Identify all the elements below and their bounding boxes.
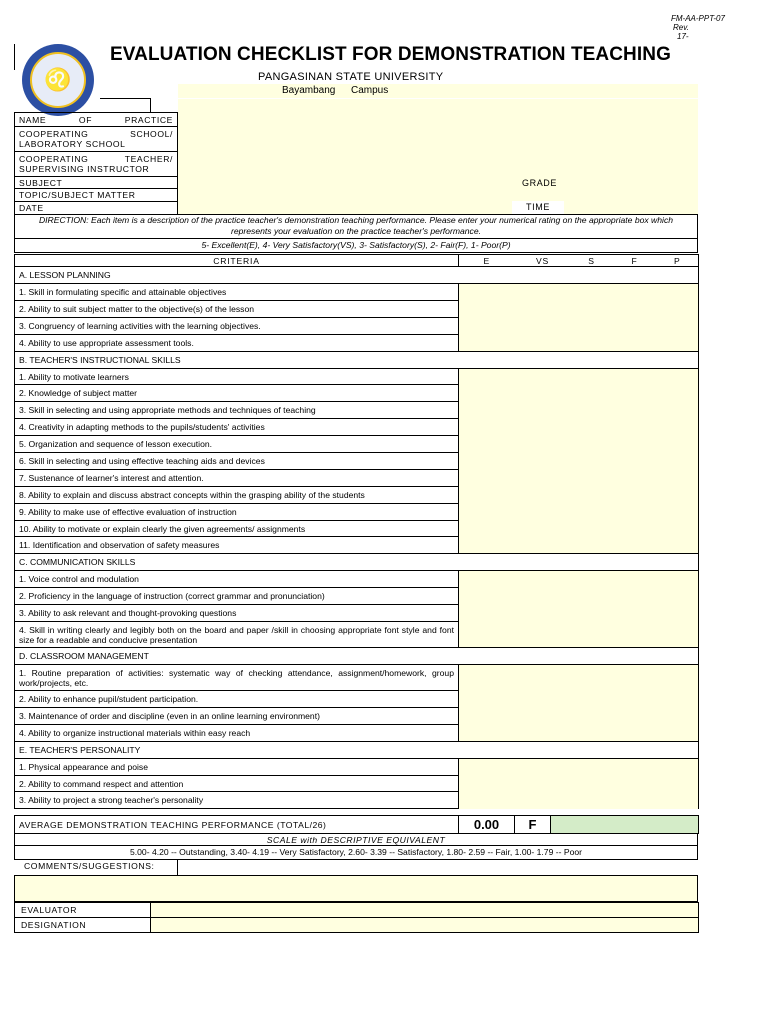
label-grade: GRADE xyxy=(522,178,558,188)
rating-cell-f[interactable] xyxy=(613,486,657,503)
criteria-item: 3. Skill in selecting and using appropriate methods and techniques of teaching xyxy=(15,402,459,419)
rating-cell-p[interactable] xyxy=(657,469,699,486)
rating-cell-e[interactable] xyxy=(459,368,515,385)
rating-cell-vs[interactable] xyxy=(515,724,571,741)
criteria-item: 1. Skill in formulating specific and attainable objectives xyxy=(15,284,459,301)
rating-cell-s[interactable] xyxy=(571,300,613,317)
rating-cell-e[interactable] xyxy=(459,317,515,334)
label-cooperating-teacher: COOPERATING TEACHER/ SUPERVISING INSTRUCTOR xyxy=(15,152,178,177)
criteria-row xyxy=(15,385,699,402)
column-vs: VS xyxy=(515,255,571,267)
rating-cell-f[interactable] xyxy=(613,503,657,520)
campus-label: Campus xyxy=(351,85,389,96)
rating-cell-e[interactable] xyxy=(459,469,515,486)
evaluator-table xyxy=(14,902,699,933)
rating-cell-vs[interactable] xyxy=(515,436,571,453)
rating-cell-s[interactable] xyxy=(571,453,613,470)
rating-cell-p[interactable] xyxy=(657,436,699,453)
rating-cell-f[interactable] xyxy=(613,284,657,301)
rating-cell-f[interactable] xyxy=(613,436,657,453)
criteria-item: 7. Sustenance of learner's interest and attention. xyxy=(15,469,459,486)
rating-cell-p[interactable] xyxy=(657,503,699,520)
column-f: F xyxy=(613,255,657,267)
section-title: D. CLASSROOM MANAGEMENT xyxy=(15,648,699,665)
criteria-row xyxy=(15,469,699,486)
rating-cell-e[interactable] xyxy=(459,537,515,554)
rating-cell-p[interactable] xyxy=(657,385,699,402)
criteria-row xyxy=(15,368,699,385)
rating-cell-s[interactable] xyxy=(571,571,613,588)
header-tab xyxy=(100,98,151,113)
criteria-row xyxy=(15,758,699,775)
rating-cell-p[interactable] xyxy=(657,402,699,419)
rating-cell-vs[interactable] xyxy=(515,571,571,588)
criteria-item: 2. Knowledge of subject matter xyxy=(15,385,459,402)
criteria-row xyxy=(15,419,699,436)
rating-cell-vs[interactable] xyxy=(515,300,571,317)
rating-cell-f[interactable] xyxy=(613,775,657,792)
scale-title: SCALE with DESCRIPTIVE EQUIVALENT xyxy=(14,833,698,846)
rating-cell-f[interactable] xyxy=(613,419,657,436)
rating-cell-p[interactable] xyxy=(657,453,699,470)
rating-cell-s[interactable] xyxy=(571,368,613,385)
rating-cell-s[interactable] xyxy=(571,284,613,301)
rating-cell-f[interactable] xyxy=(613,317,657,334)
criteria-row xyxy=(15,775,699,792)
rating-cell-vs[interactable] xyxy=(515,605,571,622)
rating-cell-p[interactable] xyxy=(657,775,699,792)
rating-cell-e[interactable] xyxy=(459,588,515,605)
rating-cell-e[interactable] xyxy=(459,402,515,419)
rating-cell-s[interactable] xyxy=(571,402,613,419)
criteria-row xyxy=(15,284,699,301)
rating-cell-e[interactable] xyxy=(459,622,515,648)
rating-cell-e[interactable] xyxy=(459,792,515,809)
criteria-row xyxy=(15,665,699,691)
rating-cell-vs[interactable] xyxy=(515,317,571,334)
rating-cell-p[interactable] xyxy=(657,334,699,351)
rating-cell-p[interactable] xyxy=(657,284,699,301)
rating-cell-s[interactable] xyxy=(571,758,613,775)
rating-cell-f[interactable] xyxy=(613,707,657,724)
rating-cell-p[interactable] xyxy=(657,691,699,708)
rating-cell-e[interactable] xyxy=(459,419,515,436)
rating-cell-vs[interactable] xyxy=(515,419,571,436)
direction-text: DIRECTION: Each item is a description of the practice teacher's demonstration teaching performance. Please enter your numerical rating on the appropriate box which represents your evaluation on the practice teacher's performance. xyxy=(14,214,698,239)
form-code: FM-AA-PPT-07 Rev. 17- xyxy=(671,14,725,41)
criteria-item: 1. Physical appearance and poise xyxy=(15,758,459,775)
campus-band xyxy=(178,84,698,98)
label-cooperating-school: COOPERATING SCHOOL/ LABORATORY SCHOOL xyxy=(15,127,178,152)
rating-cell-vs[interactable] xyxy=(515,665,571,691)
rating-cell-e[interactable] xyxy=(459,571,515,588)
comments-field[interactable] xyxy=(14,876,698,902)
criteria-item: 9. Ability to make use of effective evaluation of instruction xyxy=(15,503,459,520)
rating-cell-f[interactable] xyxy=(613,665,657,691)
criteria-item: 4. Creativity in adapting methods to the pupils/students' activities xyxy=(15,419,459,436)
column-e: E xyxy=(459,255,515,267)
section-title: E. TEACHER'S PERSONALITY xyxy=(15,741,699,758)
criteria-item: 6. Skill in selecting and using effective teaching aids and devices xyxy=(15,453,459,470)
rating-cell-e[interactable] xyxy=(459,691,515,708)
criteria-row xyxy=(15,317,699,334)
rating-cell-e[interactable] xyxy=(459,758,515,775)
rating-cell-p[interactable] xyxy=(657,707,699,724)
rating-cell-vs[interactable] xyxy=(515,691,571,708)
average-result-band xyxy=(551,816,699,834)
rating-cell-s[interactable] xyxy=(571,605,613,622)
rating-cell-f[interactable] xyxy=(613,368,657,385)
rating-cell-s[interactable] xyxy=(571,724,613,741)
criteria-item: 4. Ability to organize instructional materials within easy reach xyxy=(15,724,459,741)
section-title: C. COMMUNICATION SKILLS xyxy=(15,554,699,571)
criteria-item: 3. Ability to ask relevant and thought-provoking questions xyxy=(15,605,459,622)
rating-cell-vs[interactable] xyxy=(515,385,571,402)
rating-cell-s[interactable] xyxy=(571,419,613,436)
criteria-table xyxy=(14,254,699,809)
rating-cell-p[interactable] xyxy=(657,588,699,605)
criteria-row xyxy=(15,605,699,622)
scale-text: 5.00- 4.20 -- Outstanding, 3.40- 4.19 -- Very Satisfactory, 2.60- 3.39 -- Satisfactory, 1.80- 2.59 -- Fair, 1.00- 1.79 -- Poor xyxy=(14,846,698,860)
section-title: A. LESSON PLANNING xyxy=(15,267,699,284)
designation-label: DESIGNATION xyxy=(15,918,151,933)
university-seal-logo xyxy=(22,44,94,116)
label-subject: SUBJECT xyxy=(15,177,178,189)
rating-cell-s[interactable] xyxy=(571,486,613,503)
criteria-row xyxy=(15,622,699,648)
rating-cell-f[interactable] xyxy=(613,724,657,741)
info-labels xyxy=(14,112,178,215)
criteria-item: 2. Ability to enhance pupil/student participation. xyxy=(15,691,459,708)
criteria-item: 2. Proficiency in the language of instruction (correct grammar and pronunciation) xyxy=(15,588,459,605)
rating-cell-s[interactable] xyxy=(571,469,613,486)
rating-cell-e[interactable] xyxy=(459,334,515,351)
criteria-item: 8. Ability to explain and discuss abstract concepts within the grasping ability of the students xyxy=(15,486,459,503)
rating-cell-vs[interactable] xyxy=(515,503,571,520)
info-fill-area[interactable] xyxy=(178,99,698,215)
section-header-row xyxy=(15,741,699,758)
rating-cell-vs[interactable] xyxy=(515,775,571,792)
lion-emblem-icon: ♌ xyxy=(30,52,86,108)
rating-cell-vs[interactable] xyxy=(515,334,571,351)
criteria-row xyxy=(15,402,699,419)
criteria-row xyxy=(15,537,699,554)
criteria-row xyxy=(15,707,699,724)
criteria-row xyxy=(15,436,699,453)
rating-cell-vs[interactable] xyxy=(515,588,571,605)
rating-cell-p[interactable] xyxy=(657,605,699,622)
rating-cell-f[interactable] xyxy=(613,334,657,351)
rating-scale-legend: 5- Excellent(E), 4- Very Satisfactory(VS), 3- Satisfactory(S), 2- Fair(F), 1- Poor(P) xyxy=(14,239,698,253)
criteria-row xyxy=(15,300,699,317)
section-header-row xyxy=(15,267,699,284)
criteria-item: 1. Ability to motivate learners xyxy=(15,368,459,385)
rating-cell-e[interactable] xyxy=(459,284,515,301)
column-s: S xyxy=(571,255,613,267)
criteria-item: 11. Identification and observation of safety measures xyxy=(15,537,459,554)
criteria-row xyxy=(15,520,699,537)
rating-cell-s[interactable] xyxy=(571,792,613,809)
criteria-item: 3. Ability to project a strong teacher's personality xyxy=(15,792,459,809)
column-p: P xyxy=(657,255,699,267)
rating-cell-p[interactable] xyxy=(657,792,699,809)
rating-cell-e[interactable] xyxy=(459,453,515,470)
rating-cell-vs[interactable] xyxy=(515,537,571,554)
criteria-item: 4. Ability to use appropriate assessment tools. xyxy=(15,334,459,351)
criteria-row xyxy=(15,724,699,741)
rating-cell-vs[interactable] xyxy=(515,520,571,537)
rating-cell-vs[interactable] xyxy=(515,486,571,503)
rating-cell-vs[interactable] xyxy=(515,707,571,724)
rating-cell-p[interactable] xyxy=(657,419,699,436)
rating-cell-f[interactable] xyxy=(613,588,657,605)
rating-cell-e[interactable] xyxy=(459,665,515,691)
evaluator-field[interactable] xyxy=(151,903,699,918)
rating-cell-f[interactable] xyxy=(613,605,657,622)
rating-cell-s[interactable] xyxy=(571,317,613,334)
comments-label: COMMENTS/SUGGESTIONS: xyxy=(14,860,177,876)
criteria-row xyxy=(15,792,699,809)
criteria-row xyxy=(15,486,699,503)
rating-cell-vs[interactable] xyxy=(515,758,571,775)
rating-cell-f[interactable] xyxy=(613,402,657,419)
criteria-item: 4. Skill in writing clearly and legibly both on the board and paper /skill in choosing appropriate font style and font size for a readable and conducive presentation xyxy=(15,622,459,648)
criteria-item: 2. Ability to suit subject matter to the objective(s) of the lesson xyxy=(15,300,459,317)
criteria-row xyxy=(15,503,699,520)
section-header-row xyxy=(15,351,699,368)
rating-cell-f[interactable] xyxy=(613,300,657,317)
criteria-item: 10. Ability to motivate or explain clearly the given agreements/ assignments xyxy=(15,520,459,537)
corner-mark xyxy=(14,44,15,70)
section-header-row xyxy=(15,554,699,571)
criteria-item: 1. Routine preparation of activities: systematic way of checking attendance, assignment/homework, group work/projects, etc. xyxy=(15,665,459,691)
label-date: DATE xyxy=(15,202,178,215)
rating-cell-e[interactable] xyxy=(459,436,515,453)
criteria-row xyxy=(15,691,699,708)
rating-cell-e[interactable] xyxy=(459,486,515,503)
label-name-of-practice: NAME OF PRACTICE xyxy=(15,113,178,127)
rating-cell-vs[interactable] xyxy=(515,453,571,470)
rating-cell-s[interactable] xyxy=(571,537,613,554)
average-value: 0.00 xyxy=(459,816,515,834)
rating-cell-p[interactable] xyxy=(657,300,699,317)
rating-cell-vs[interactable] xyxy=(515,792,571,809)
criteria-row xyxy=(15,453,699,470)
summary-table xyxy=(14,815,699,834)
criteria-row xyxy=(15,588,699,605)
section-title: B. TEACHER'S INSTRUCTIONAL SKILLS xyxy=(15,351,699,368)
university-name: PANGASINAN STATE UNIVERSITY xyxy=(258,71,444,83)
criteria-item: 2. Ability to command respect and attention xyxy=(15,775,459,792)
rating-cell-p[interactable] xyxy=(657,758,699,775)
criteria-row xyxy=(15,571,699,588)
rating-cell-p[interactable] xyxy=(657,368,699,385)
label-time: TIME xyxy=(512,201,564,214)
rating-cell-e[interactable] xyxy=(459,503,515,520)
campus-name: Bayambang xyxy=(282,85,336,96)
criteria-item: 1. Voice control and modulation xyxy=(15,571,459,588)
rating-cell-f[interactable] xyxy=(613,691,657,708)
criteria-item: 3. Maintenance of order and discipline (even in an online learning environment) xyxy=(15,707,459,724)
rating-cell-s[interactable] xyxy=(571,588,613,605)
rating-cell-p[interactable] xyxy=(657,622,699,648)
rating-cell-s[interactable] xyxy=(571,707,613,724)
comments-header-line xyxy=(177,860,698,876)
criteria-item: 5. Organization and sequence of lesson execution. xyxy=(15,436,459,453)
rating-cell-s[interactable] xyxy=(571,503,613,520)
rating-cell-f[interactable] xyxy=(613,792,657,809)
rating-cell-e[interactable] xyxy=(459,724,515,741)
rating-cell-p[interactable] xyxy=(657,665,699,691)
rating-cell-p[interactable] xyxy=(657,571,699,588)
rating-cell-vs[interactable] xyxy=(515,284,571,301)
rating-cell-s[interactable] xyxy=(571,775,613,792)
column-criteria: CRITERIA xyxy=(15,255,459,267)
rating-cell-f[interactable] xyxy=(613,469,657,486)
rating-cell-vs[interactable] xyxy=(515,368,571,385)
designation-field[interactable] xyxy=(151,918,699,933)
rating-cell-f[interactable] xyxy=(613,537,657,554)
rating-cell-vs[interactable] xyxy=(515,469,571,486)
rating-cell-s[interactable] xyxy=(571,436,613,453)
rating-cell-f[interactable] xyxy=(613,453,657,470)
rating-cell-vs[interactable] xyxy=(515,622,571,648)
rating-cell-f[interactable] xyxy=(613,571,657,588)
criteria-row xyxy=(15,334,699,351)
rating-cell-f[interactable] xyxy=(613,622,657,648)
rating-cell-s[interactable] xyxy=(571,520,613,537)
label-topic: TOPIC/SUBJECT MATTER xyxy=(15,189,178,202)
rating-cell-e[interactable] xyxy=(459,707,515,724)
column-header-row xyxy=(15,255,699,267)
rating-cell-p[interactable] xyxy=(657,520,699,537)
average-label: AVERAGE DEMONSTRATION TEACHING PERFORMANCE (TOTAL/26) xyxy=(15,816,459,834)
rating-cell-e[interactable] xyxy=(459,520,515,537)
rating-cell-s[interactable] xyxy=(571,385,613,402)
rating-cell-vs[interactable] xyxy=(515,402,571,419)
evaluator-label: EVALUATOR xyxy=(15,903,151,918)
rating-cell-e[interactable] xyxy=(459,605,515,622)
rating-cell-p[interactable] xyxy=(657,724,699,741)
rating-cell-f[interactable] xyxy=(613,385,657,402)
rating-cell-s[interactable] xyxy=(571,691,613,708)
section-header-row xyxy=(15,648,699,665)
rating-cell-s[interactable] xyxy=(571,665,613,691)
rating-cell-f[interactable] xyxy=(613,758,657,775)
rating-cell-s[interactable] xyxy=(571,334,613,351)
rating-cell-p[interactable] xyxy=(657,317,699,334)
page-title: EVALUATION CHECKLIST FOR DEMONSTRATION TEACHING xyxy=(110,44,671,65)
criteria-item: 3. Congruency of learning activities with the learning objectives. xyxy=(15,317,459,334)
rating-cell-e[interactable] xyxy=(459,385,515,402)
average-grade: F xyxy=(515,816,551,834)
rating-cell-p[interactable] xyxy=(657,486,699,503)
rating-cell-s[interactable] xyxy=(571,622,613,648)
rating-cell-p[interactable] xyxy=(657,537,699,554)
rating-cell-f[interactable] xyxy=(613,520,657,537)
rating-cell-e[interactable] xyxy=(459,300,515,317)
rating-cell-e[interactable] xyxy=(459,775,515,792)
